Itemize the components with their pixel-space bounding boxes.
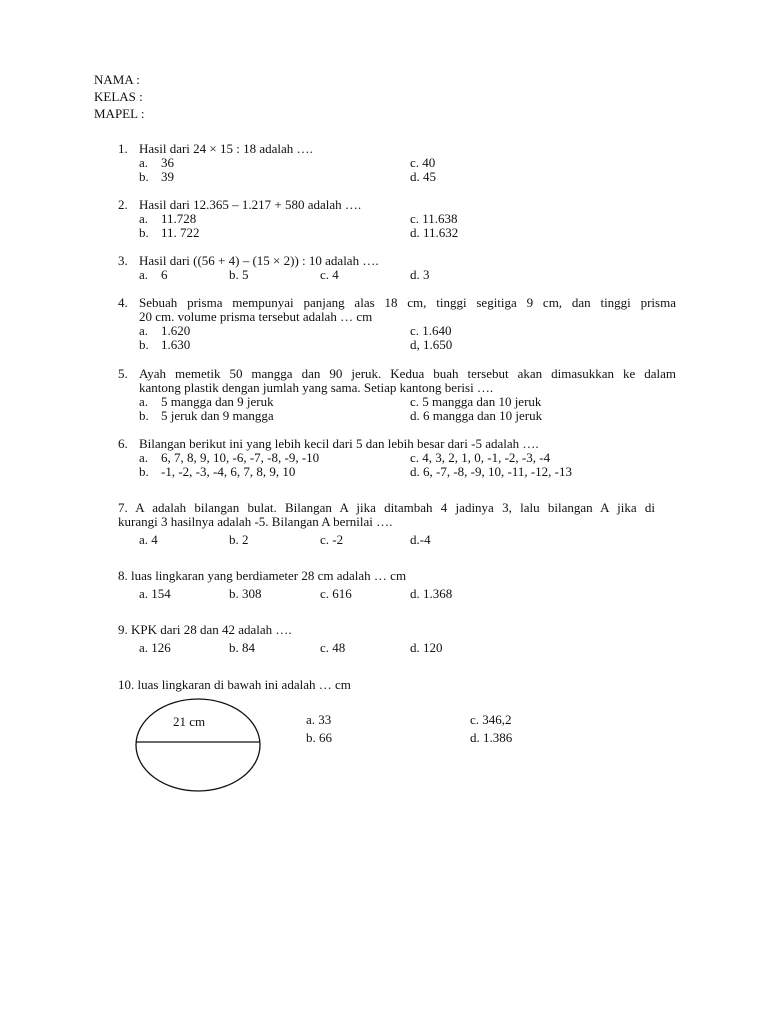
q2-option-a: 11.728 — [161, 211, 197, 226]
q7-text-line1: 7. A adalah bilangan bulat. Bilangan A jika ditambah 4 jadinya 3, lalu bilangan A jika di — [118, 500, 655, 515]
q3-text: Hasil dari ((56 + 4) – (15 × 2)) : 10 adalah …. — [139, 253, 379, 268]
q8-option-b: b. 308 — [229, 586, 262, 601]
q5-option-d: d. 6 mangga dan 10 jeruk — [410, 408, 543, 423]
q5-option-c: c. 5 mangga dan 10 jeruk — [410, 394, 542, 409]
q9-option-a: a. 126 — [139, 640, 171, 655]
q3-option-a: 6 — [161, 267, 168, 282]
q2-number: 2. — [118, 197, 128, 212]
q8-option-d: d. 1.368 — [410, 586, 453, 601]
nama-label: NAMA : — [94, 72, 140, 87]
q2-option-d: d. 11.632 — [410, 225, 459, 240]
q9-option-d: d. 120 — [410, 640, 443, 655]
q1-option-c: c. 40 — [410, 155, 436, 170]
q3-number: 3. — [118, 253, 128, 268]
q1-number: 1. — [118, 141, 128, 156]
q4-text-line2: 20 cm. volume prisma tersebut adalah … cm — [139, 309, 373, 324]
circle-figure — [130, 696, 266, 794]
circle-diameter-label: 21 cm — [173, 714, 206, 729]
q4-option-b-letter: b. — [139, 337, 149, 352]
q6-option-a-letter: a. — [139, 450, 149, 465]
q4-option-c: c. 1.640 — [410, 323, 452, 338]
mapel-label: MAPEL : — [94, 106, 145, 121]
q5-text-line2: kantong plastik dengan jumlah yang sama. Setiap kantong berisi …. — [139, 380, 494, 395]
q5-option-b-letter: b. — [139, 408, 149, 423]
q7-option-c: c. -2 — [320, 532, 344, 547]
q7-option-d: d.-4 — [410, 532, 431, 547]
q4-option-a: 1.620 — [161, 323, 191, 338]
q4-option-a-letter: a. — [139, 323, 149, 338]
q1-option-d: d. 45 — [410, 169, 436, 184]
q7-text-line2: kurangi 3 hasilnya adalah -5. Bilangan A bernilai …. — [118, 514, 393, 529]
q6-option-b-letter: b. — [139, 464, 149, 479]
q3-option-d: d. 3 — [410, 267, 430, 282]
q9-option-b: b. 84 — [229, 640, 255, 655]
q1-option-b: 39 — [161, 169, 174, 184]
q8-option-a: a. 154 — [139, 586, 171, 601]
q7-option-b: b. 2 — [229, 532, 249, 547]
q10-option-d: d. 1.386 — [470, 730, 513, 745]
circle-outline — [136, 699, 260, 791]
q6-text: Bilangan berikut ini yang lebih kecil dari 5 dan lebih besar dari -5 adalah …. — [139, 436, 539, 451]
q6-option-d: d. 6, -7, -8, -9, 10, -11, -12, -13 — [410, 464, 572, 479]
q1-option-a-letter: a. — [139, 155, 149, 170]
q2-option-a-letter: a. — [139, 211, 149, 226]
q3-option-c: c. 4 — [320, 267, 339, 282]
q4-option-d: d, 1.650 — [410, 337, 453, 352]
q1-text: Hasil dari 24 × 15 : 18 adalah …. — [139, 141, 313, 156]
q10-option-c: c. 346,2 — [470, 712, 512, 727]
q4-number: 4. — [118, 295, 128, 310]
q5-option-b: 5 jeruk dan 9 mangga — [161, 408, 274, 423]
q2-option-b: 11. 722 — [161, 225, 200, 240]
q3-option-a-letter: a. — [139, 267, 149, 282]
q2-text: Hasil dari 12.365 – 1.217 + 580 adalah …. — [139, 197, 362, 212]
q1-option-b-letter: b. — [139, 169, 149, 184]
q10-option-b: b. 66 — [306, 730, 332, 745]
q4-text-line1: Sebuah prisma mempunyai panjang alas 18 cm, tinggi segitiga 9 cm, dan tinggi prisma — [139, 295, 676, 310]
q10-text: 10. luas lingkaran di bawah ini adalah … cm — [118, 677, 351, 692]
q8-text: 8. luas lingkaran yang berdiameter 28 cm adalah … cm — [118, 568, 407, 583]
q6-option-b: -1, -2, -3, -4, 6, 7, 8, 9, 10 — [161, 464, 296, 479]
q6-option-a: 6, 7, 8, 9, 10, -6, -7, -8, -9, -10 — [161, 450, 320, 465]
q6-number: 6. — [118, 436, 128, 451]
q7-option-a: a. 4 — [139, 532, 158, 547]
q2-option-c: c. 11.638 — [410, 211, 458, 226]
q5-number: 5. — [118, 366, 128, 381]
q5-option-a-letter: a. — [139, 394, 149, 409]
q10-option-a: a. 33 — [306, 712, 332, 727]
q1-option-a: 36 — [161, 155, 174, 170]
q4-option-b: 1.630 — [161, 337, 191, 352]
q3-option-b: b. 5 — [229, 267, 249, 282]
q2-option-b-letter: b. — [139, 225, 149, 240]
q5-text-line1: Ayah memetik 50 mangga dan 90 jeruk. Kedua buah tersebut akan dimasukkan ke dalam — [139, 366, 676, 381]
q9-text: 9. KPK dari 28 dan 42 adalah …. — [118, 622, 292, 637]
q5-option-a: 5 mangga dan 9 jeruk — [161, 394, 274, 409]
kelas-label: KELAS : — [94, 89, 143, 104]
q9-option-c: c. 48 — [320, 640, 346, 655]
q8-option-c: c. 616 — [320, 586, 352, 601]
q6-option-c: c. 4, 3, 2, 1, 0, -1, -2, -3, -4 — [410, 450, 551, 465]
